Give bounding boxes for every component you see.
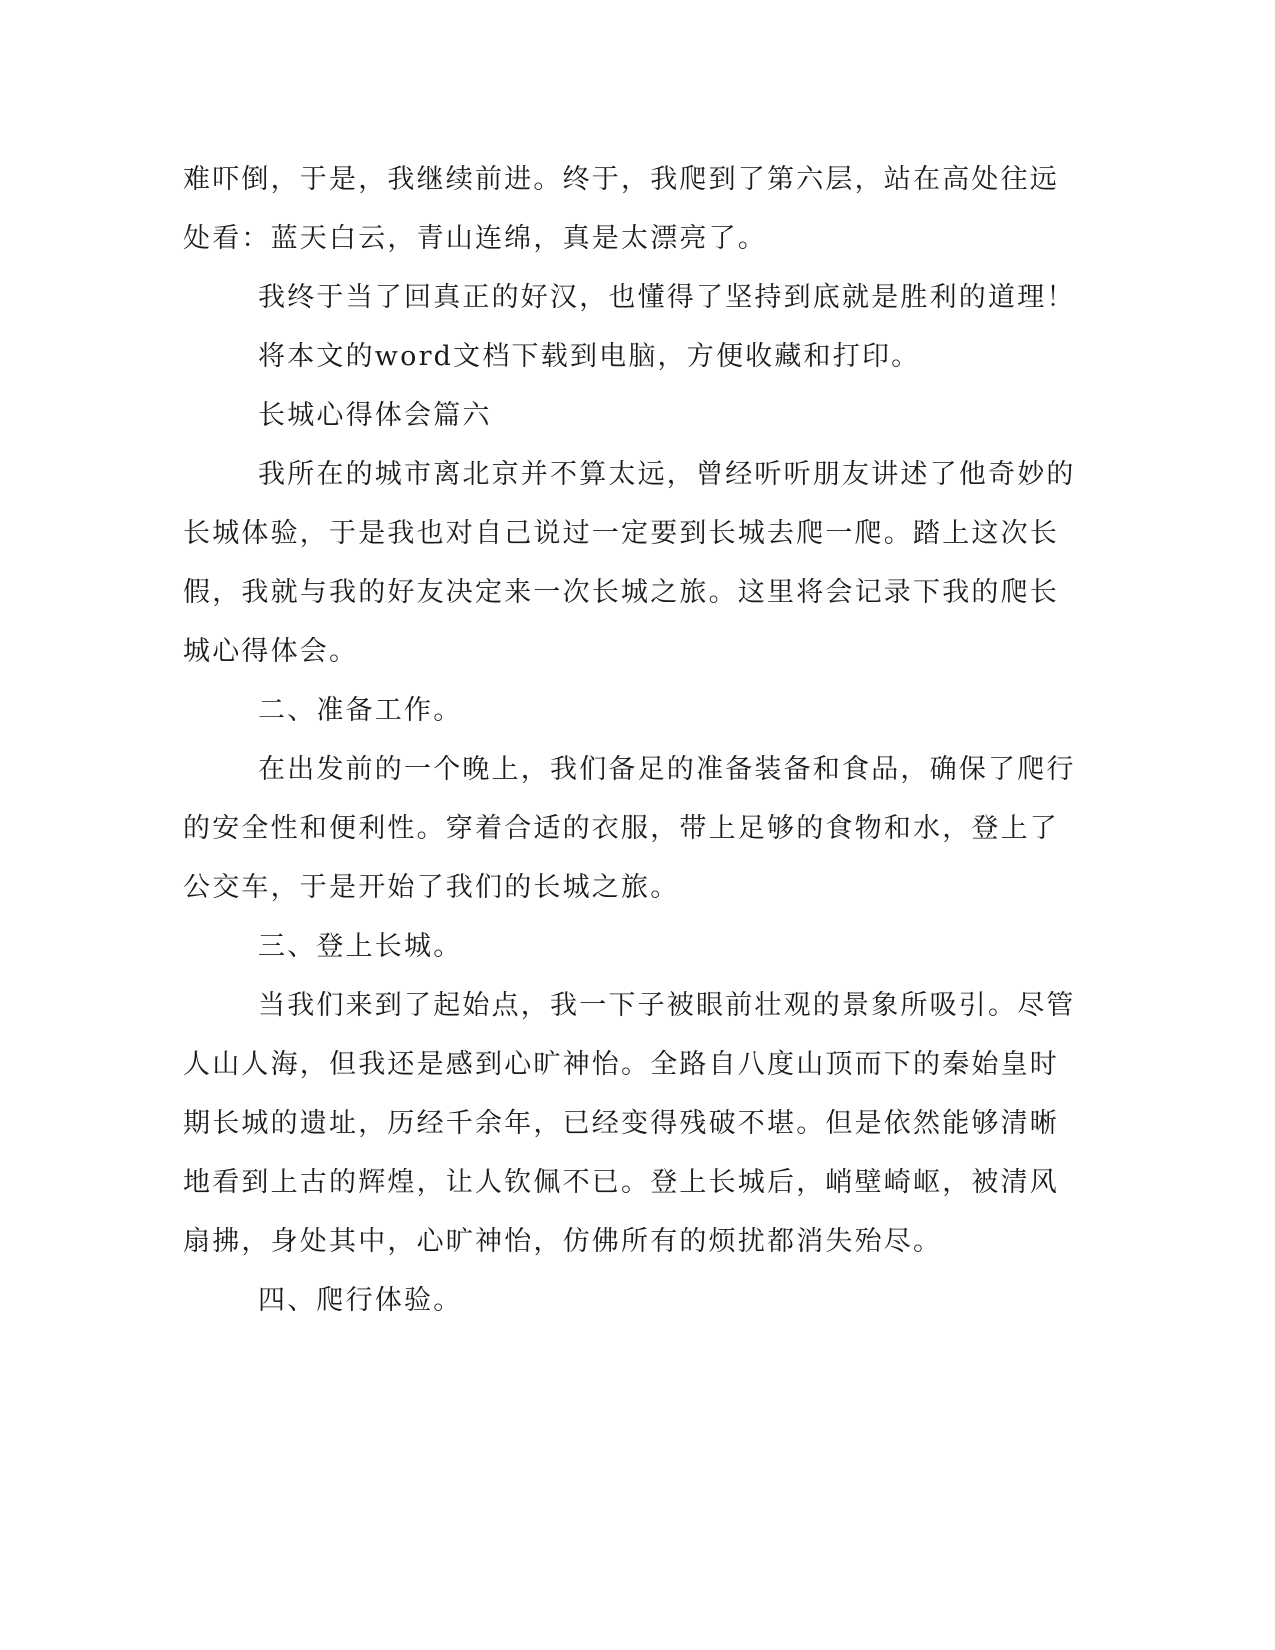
paragraph-line: 期长城的遗址，历经千余年，已经变得残破不堪。但是依然能够清晰 — [183, 1108, 1059, 1139]
paragraph-line: 城心得体会。 — [183, 636, 359, 667]
paragraph-line: 地看到上古的辉煌，让人钦佩不已。登上长城后，峭壁崎岖，被清风 — [183, 1167, 1059, 1198]
paragraph-line: 公交车，于是开始了我们的长城之旅。 — [183, 872, 680, 903]
paragraph-line: 我所在的城市离北京并不算太远，曾经听听朋友讲述了他奇妙的 — [258, 459, 1076, 490]
paragraph-line: 假，我就与我的好友决定来一次长城之旅。这里将会记录下我的爬长 — [183, 577, 1059, 608]
paragraph-line: 当我们来到了起始点，我一下子被眼前壮观的景象所吸引。尽管 — [258, 990, 1076, 1021]
paragraph-line: 人山人海，但我还是感到心旷神怡。全路自八度山顶而下的秦始皇时 — [183, 1049, 1059, 1080]
paragraph-line: 我终于当了回真正的好汉，也懂得了坚持到底就是胜利的道理！ — [258, 282, 1076, 313]
paragraph-line: 扇拂，身处其中，心旷神怡，仿佛所有的烦扰都消失殆尽。 — [183, 1226, 943, 1257]
paragraph-line: 处看：蓝天白云，青山连绵，真是太漂亮了。 — [183, 223, 767, 254]
section-title: 长城心得体会篇六 — [258, 400, 492, 431]
paragraph-line: 在出发前的一个晚上，我们备足的准备装备和食品，确保了爬行 — [258, 754, 1076, 785]
heading-climb: 三、登上长城。 — [258, 931, 463, 962]
heading-preparation: 二、准备工作。 — [258, 695, 463, 726]
download-note: 将本文的word文档下载到电脑，方便收藏和打印。 — [258, 341, 921, 372]
paragraph-line: 长城体验，于是我也对自己说过一定要到长城去爬一爬。踏上这次长 — [183, 518, 1059, 549]
paragraph-line: 难吓倒，于是，我继续前进。终于，我爬到了第六层，站在高处往远 — [183, 164, 1059, 195]
paragraph-line: 的安全性和便利性。穿着合适的衣服，带上足够的食物和水，登上了 — [183, 813, 1059, 844]
heading-experience: 四、爬行体验。 — [258, 1285, 463, 1316]
